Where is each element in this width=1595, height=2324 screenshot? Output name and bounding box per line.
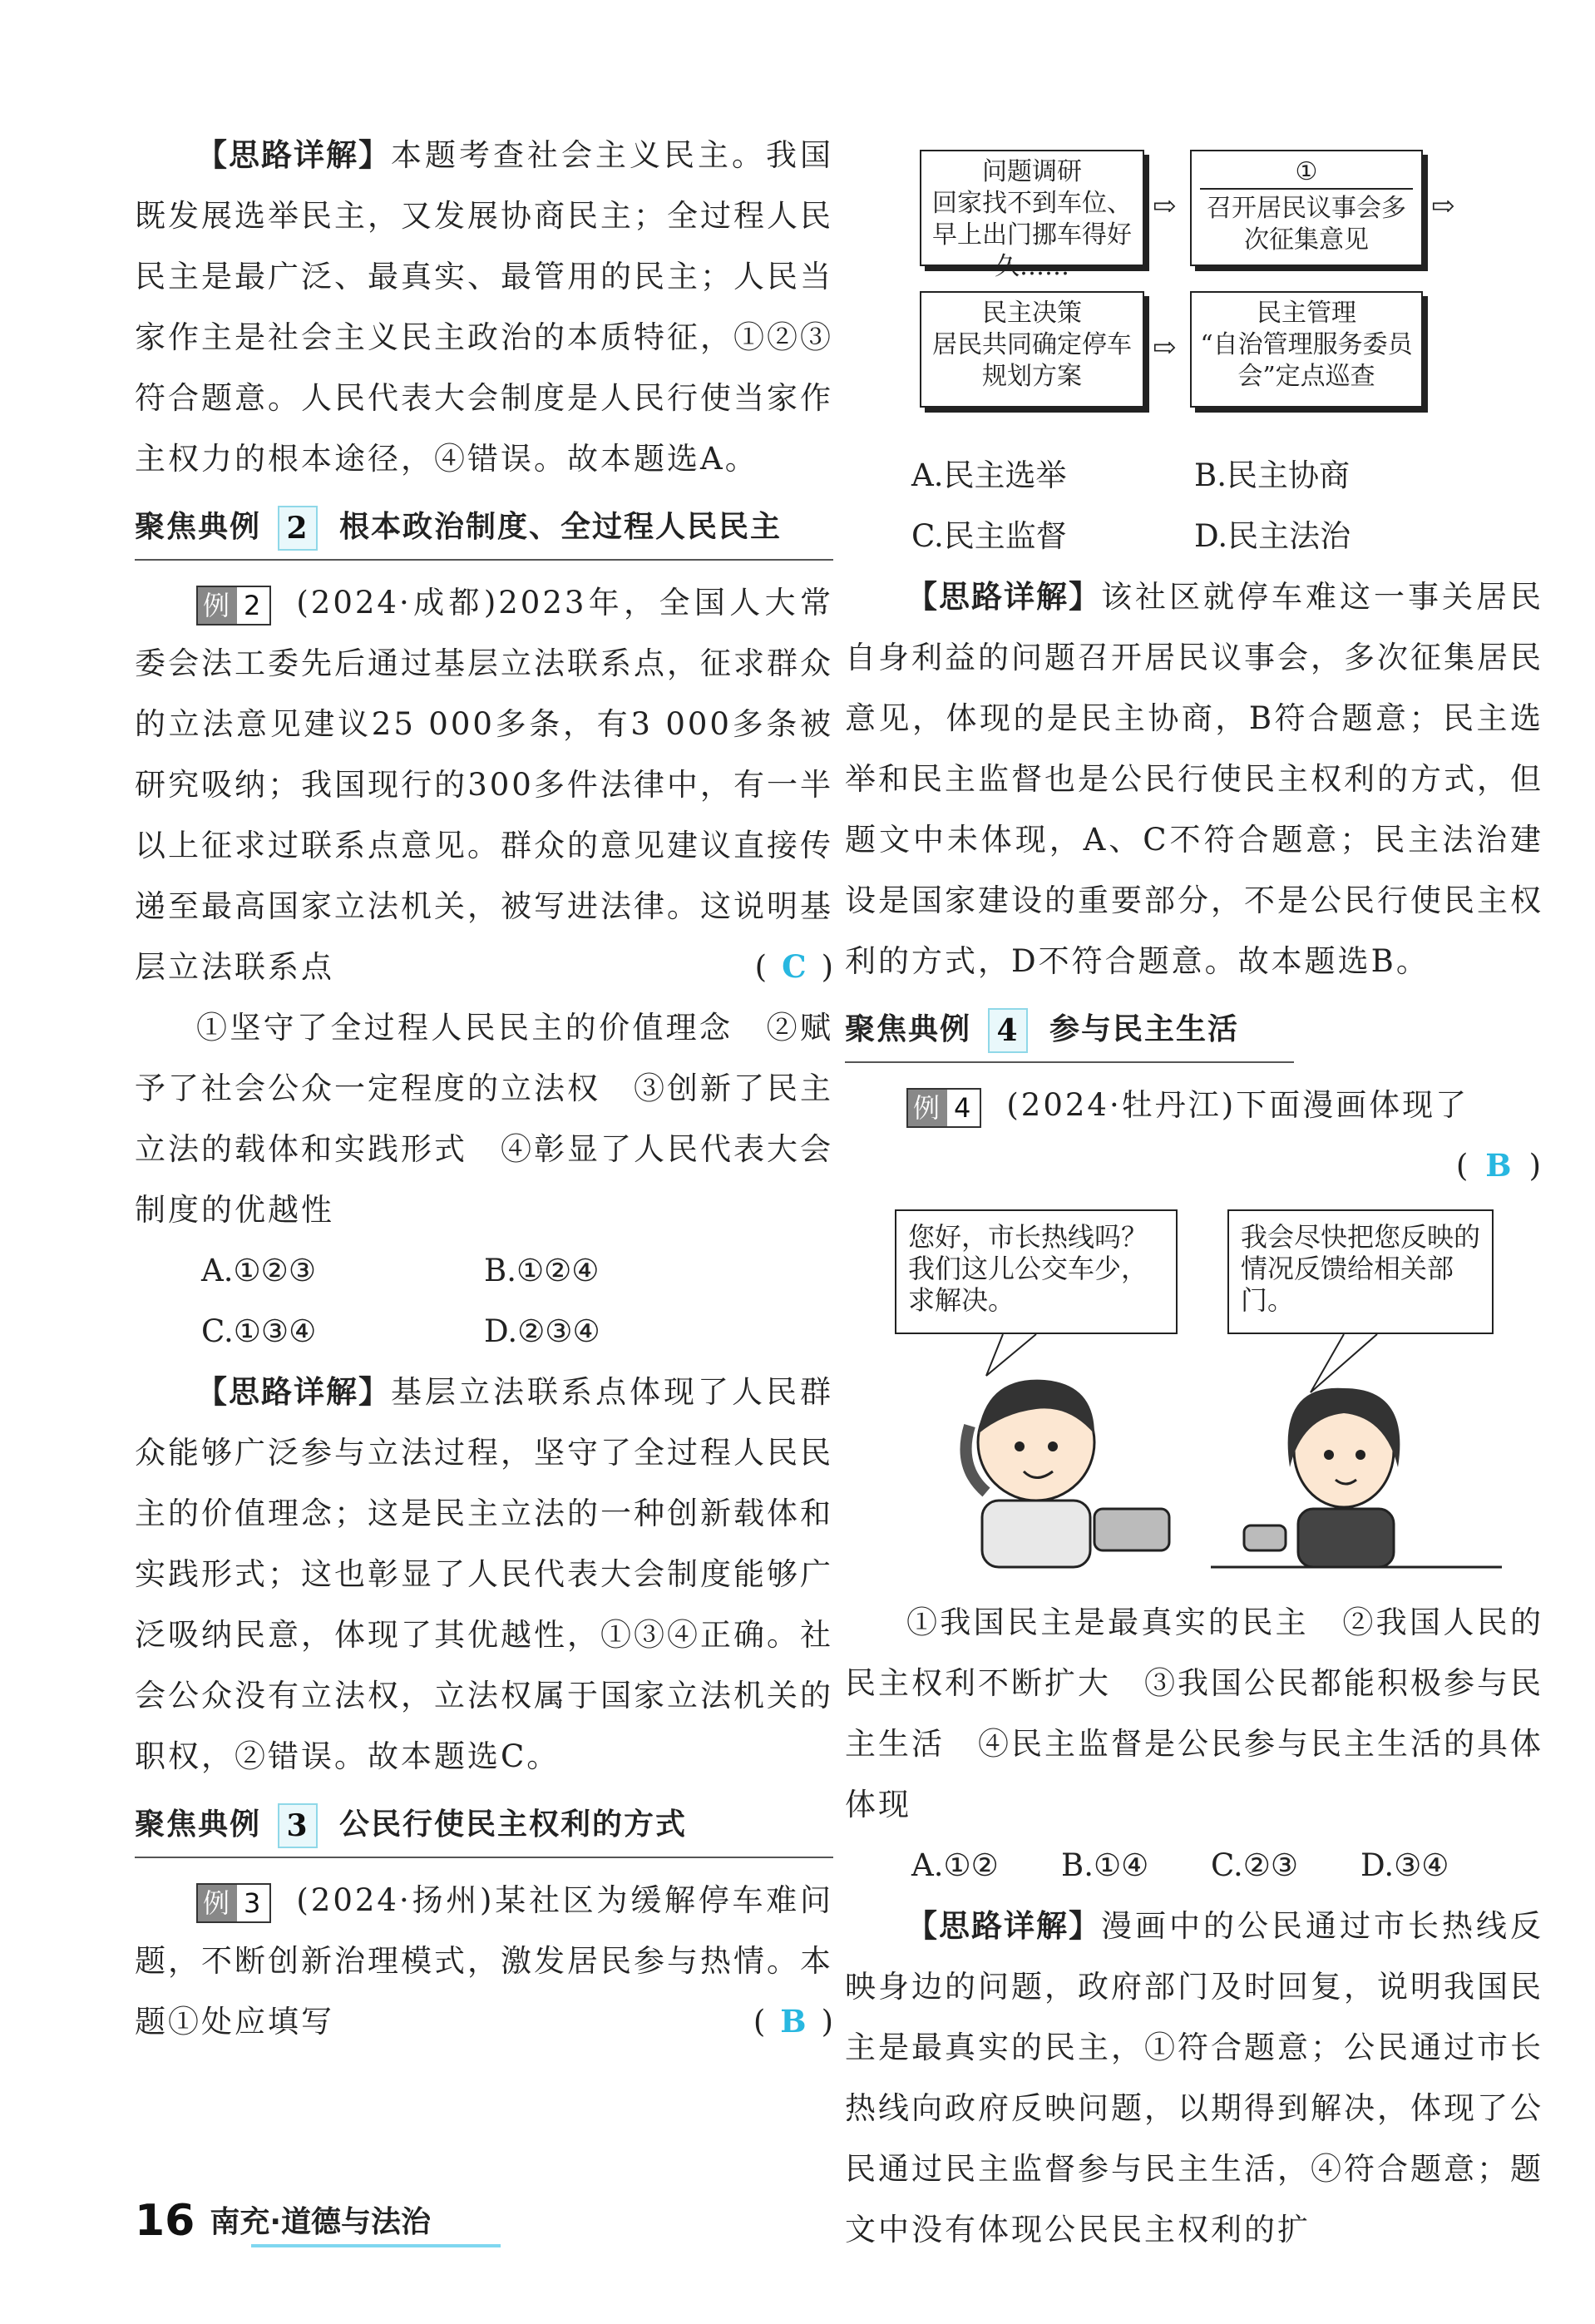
analysis-text: 漫画中的公民通过市长热线反映身边的问题，政府部门及时回复，说明我国民主是最真实的民主，①符合题意；公民通过市长热线向政府反映问题，以期得到解决，体现了公民通过民主监督参与民主生活，④符合题意；题文中没有体现公民民主权利的扩: [845, 1908, 1543, 2247]
flow-diagram: [845, 125, 1543, 445]
analysis-tag: 【思路详解】: [196, 1374, 391, 1410]
answer-key: B: [780, 2003, 807, 2040]
heading-number: 2: [278, 506, 318, 551]
option-c: C.①③④: [201, 1313, 317, 1349]
options-grid: [135, 1301, 833, 1362]
page-footer: [135, 2196, 431, 2246]
option-a: A.①②: [911, 1847, 999, 1883]
page-number: 16: [135, 2196, 195, 2246]
flow-box-text: 居民共同确定停车规划方案: [932, 330, 1132, 391]
woman-operator-icon: [1211, 1388, 1502, 1567]
comic-drawing: [845, 1201, 1543, 1575]
answer-bracket: ( C ): [754, 948, 833, 985]
option-d: D.②③④: [484, 1313, 600, 1349]
heading-title: 公民行使民主权利的方式: [339, 1807, 688, 1842]
flow-box-text: 回家找不到车位、早上出门挪车得好久……: [932, 189, 1132, 281]
options-grid: [135, 1240, 833, 1301]
flow-box-text: 召开居民议事会多次征集意见: [1207, 194, 1406, 255]
bubble-tail: [986, 1334, 1036, 1376]
analysis-tag: 【思路详解】: [906, 1908, 1101, 1944]
options-grid: [845, 506, 1543, 566]
flow-box-research: [920, 150, 1144, 281]
example-tag: 例 2: [196, 586, 271, 626]
heading-label: 聚焦典例: [135, 510, 262, 544]
right-column: [845, 125, 1543, 2260]
options-row: [845, 1835, 1543, 1896]
example-3-stem: [135, 1870, 833, 2052]
analysis-2: [135, 1362, 833, 1787]
comic-illustration: [845, 1201, 1543, 1575]
analysis-tag: 【思路详解】: [196, 137, 391, 173]
book-title: 南充·道德与法治: [210, 2205, 432, 2239]
flow-box-title: ①: [1200, 156, 1413, 190]
question-text: (2024·扬州)某社区为缓解停车难问题，不断创新治理模式，激发居民参与热情。本题①处应填写: [135, 1882, 833, 2040]
section-heading-2: [135, 497, 833, 561]
option-c: C.民主监督: [911, 518, 1067, 554]
left-column: [135, 125, 833, 2052]
section-heading-3: [135, 1795, 833, 1858]
question-text: (2024·成都)2023年，全国人大常委会法工委先后通过基层立法联系点，征求群众的立法意见建议25 000多条，有3 000多条被研究吸纳；我国现行的300多件法律中，有一半以上征求过联系点意见。群众的意见建议直接传递至最高国家立法机关，被写进法律。这说明基层立法联系点: [135, 585, 833, 985]
option-b: B.①②④: [484, 1253, 600, 1288]
question-statements: ①坚守了全过程人民民主的价值理念 ②赋予了社会公众一定程度的立法权 ③创新了民主立法的载体和实践形式 ④彰显了人民代表大会制度的优越性: [135, 1010, 833, 1228]
example-2-stem: [135, 572, 833, 997]
analysis-tag: 【思路详解】: [906, 579, 1101, 615]
answer-key: B: [1485, 1147, 1514, 1184]
answer-key: C: [782, 948, 807, 985]
speech-bubble-citizen: 您好，市长热线吗？我们这儿公交车少，求解决。: [895, 1209, 1178, 1334]
answer-line: [845, 1135, 1543, 1196]
arrow-right-icon: ⇨: [1153, 331, 1177, 364]
speech-bubble-operator: 我会尽快把您反映的情况反馈给相关部门。: [1227, 1209, 1494, 1334]
boy-with-phone-icon: [966, 1380, 1170, 1567]
footer-accent-line: [251, 2244, 501, 2247]
option-d: D.③④: [1360, 1847, 1449, 1883]
example-tag: 例 4: [906, 1088, 981, 1128]
option-b: B.①④: [1061, 1847, 1149, 1883]
analysis-text: 基层立法联系点体现了人民群众能够广泛参与立法过程，坚守了全过程人民民主的价值理念；这是民主立法的一种创新载体和实践形式；这也彰显了人民代表大会制度能够广泛吸纳民意，体现了其优越性，①③④正确。社会公众没有立法权，立法权属于国家立法机关的职权，②错误。故本题选C。: [135, 1374, 833, 1774]
flow-box-text: “自治管理服务委员会”定点巡查: [1200, 330, 1413, 391]
option-a: A.①②③: [201, 1253, 316, 1288]
answer-bracket: ( B ): [1455, 1147, 1543, 1184]
flow-box-decision: [920, 291, 1144, 408]
analysis-4: [845, 1896, 1543, 2260]
flow-box-management: [1190, 291, 1423, 408]
heading-number: 3: [278, 1803, 318, 1848]
section-heading-4: [845, 1000, 1294, 1063]
flow-box-title: 民主决策: [982, 299, 1082, 328]
option-d: D.民主法治: [1194, 518, 1351, 554]
analysis-1: [135, 125, 833, 489]
option-a: A.民主选举: [911, 457, 1067, 493]
flow-box-title: 问题调研: [982, 157, 1082, 186]
flow-box-blank: [1190, 150, 1423, 266]
example-tag: 例 3: [196, 1883, 271, 1923]
heading-label: 聚焦典例: [135, 1807, 262, 1842]
heading-title: 参与民主生活: [1049, 1012, 1240, 1046]
bubble-tail: [1311, 1334, 1377, 1392]
heading-number: 4: [988, 1008, 1028, 1053]
answer-bracket: ( B ): [753, 2003, 833, 2040]
options-grid: [845, 445, 1543, 506]
heading-label: 聚焦典例: [845, 1012, 972, 1046]
heading-title: 根本政治制度、全过程人民民主: [339, 510, 783, 544]
analysis-text: 本题考查社会主义民主。我国既发展选举民主，又发展协商民主；全过程人民民主是最广泛、最真实、最管用的民主；人民当家作主是社会主义民主政治的本质特征，①②③符合题意。人民代表大会制度是人民行使当家作主权力的根本途径，④错误。故本题选A。: [135, 137, 833, 477]
arrow-right-icon: ⇨: [1153, 190, 1177, 223]
example-4-stem: [845, 1075, 1543, 1135]
arrow-right-icon: ⇨: [1431, 190, 1455, 223]
analysis-text: 该社区就停车难这一事关居民自身利益的问题召开居民议事会，多次征集居民意见，体现的是民主协商，B符合题意；民主选举和民主监督也是公民行使民主权利的方式，但题文中未体现，A、C不符合题意；民主法治建设是国家建设的重要部分，不是公民行使民主权利的方式，D不符合题意。故本题选B。: [845, 579, 1543, 979]
option-c: C.②③: [1211, 1847, 1299, 1883]
question-statements: ①我国民主是最真实的民主 ②我国人民的民主权利不断扩大 ③我国公民都能积极参与民主生活 ④民主监督是公民参与民主生活的具体体现: [845, 1605, 1543, 1822]
question-text: (2024·牡丹江)下面漫画体现了: [1006, 1087, 1469, 1123]
option-b: B.民主协商: [1194, 457, 1350, 493]
analysis-3: [845, 566, 1543, 991]
flow-box-title: 民主管理: [1257, 299, 1356, 328]
